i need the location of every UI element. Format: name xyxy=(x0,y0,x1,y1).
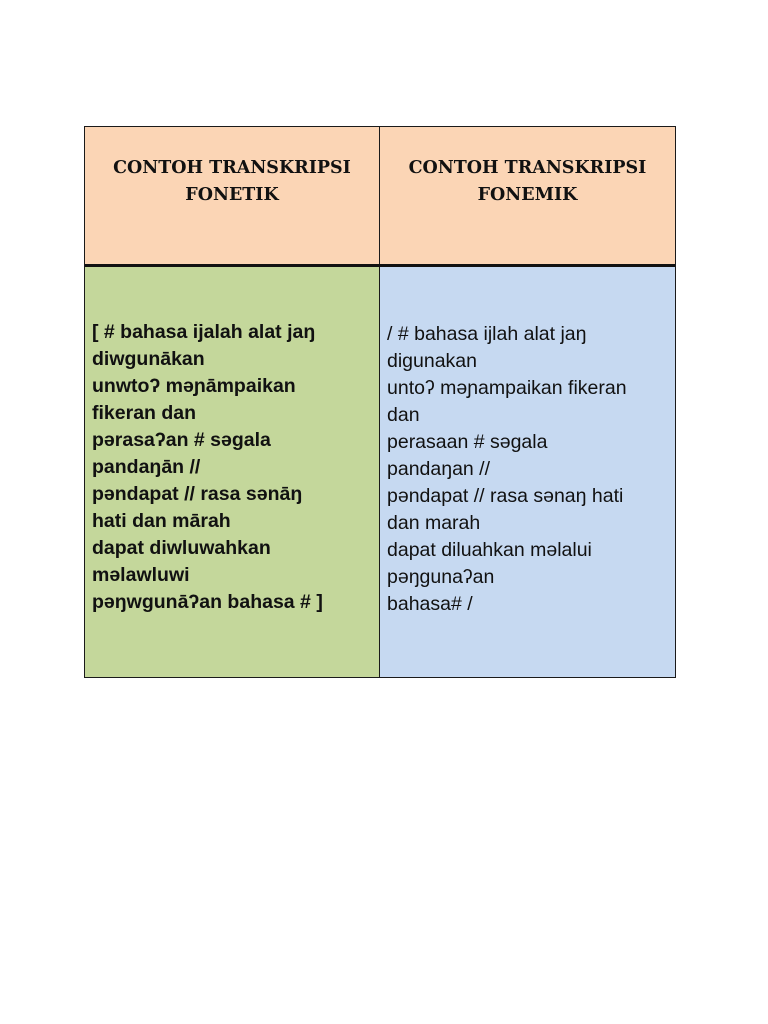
phonetic-line: məlawluwi xyxy=(92,564,190,586)
phonemic-line: / # bahasa ijlah alat jaŋ xyxy=(387,323,587,345)
header-phonemic xyxy=(380,127,675,265)
header-phonemic-title xyxy=(380,155,675,209)
phonetic-line: unwtoʔ məɲāmpaikan xyxy=(92,375,296,397)
header-phonemic-line: FONEMIK xyxy=(477,185,578,205)
phonetic-line: dapat diwluwahkan xyxy=(92,537,271,559)
phonetic-line: fikeran dan xyxy=(92,402,197,424)
phonetic-line: diwgunākan xyxy=(92,348,205,370)
phonetic-line: pandaŋān // xyxy=(92,456,201,478)
phonemic-cell xyxy=(380,267,675,677)
phonetic-cell xyxy=(85,267,380,677)
header-phonetic-line: CONTOH TRANSKRIPSI xyxy=(113,158,351,178)
phonetic-line: pəŋwgunāʔan bahasa # ] xyxy=(92,591,323,613)
header-phonemic-line: CONTOH TRANSKRIPSI xyxy=(408,158,647,178)
phonemic-line: pandaŋan // xyxy=(387,458,491,480)
phonetic-line: hati dan mārah xyxy=(92,510,231,532)
phonetic-text xyxy=(92,319,323,616)
header-phonetic-title xyxy=(85,155,379,209)
phonemic-line: untoʔ məɲampaikan fikeran xyxy=(387,377,627,399)
phonetic-line: pəndapat // rasa sənāŋ xyxy=(92,483,303,505)
phonemic-line: perasaan # səgala xyxy=(387,431,548,453)
phonemic-line: dan marah xyxy=(387,512,481,534)
phonemic-line: dapat diluahkan məlalui xyxy=(387,539,592,561)
phonemic-text xyxy=(387,321,627,618)
phonemic-line: pəŋgunaʔan xyxy=(387,566,495,588)
phonemic-line: dan xyxy=(387,404,420,426)
phonemic-line: pəndapat // rasa sənaŋ hati xyxy=(387,485,624,507)
transcription-table xyxy=(84,126,676,678)
phonetic-line: [ # bahasa ijalah alat jaŋ xyxy=(92,321,316,343)
phonemic-line: digunakan xyxy=(387,350,477,372)
phonetic-line: pərasaʔan # səgala xyxy=(92,429,271,451)
header-phonetic xyxy=(85,127,380,265)
phonemic-line: bahasa# / xyxy=(387,593,473,615)
header-phonetic-line: FONETIK xyxy=(185,185,279,205)
